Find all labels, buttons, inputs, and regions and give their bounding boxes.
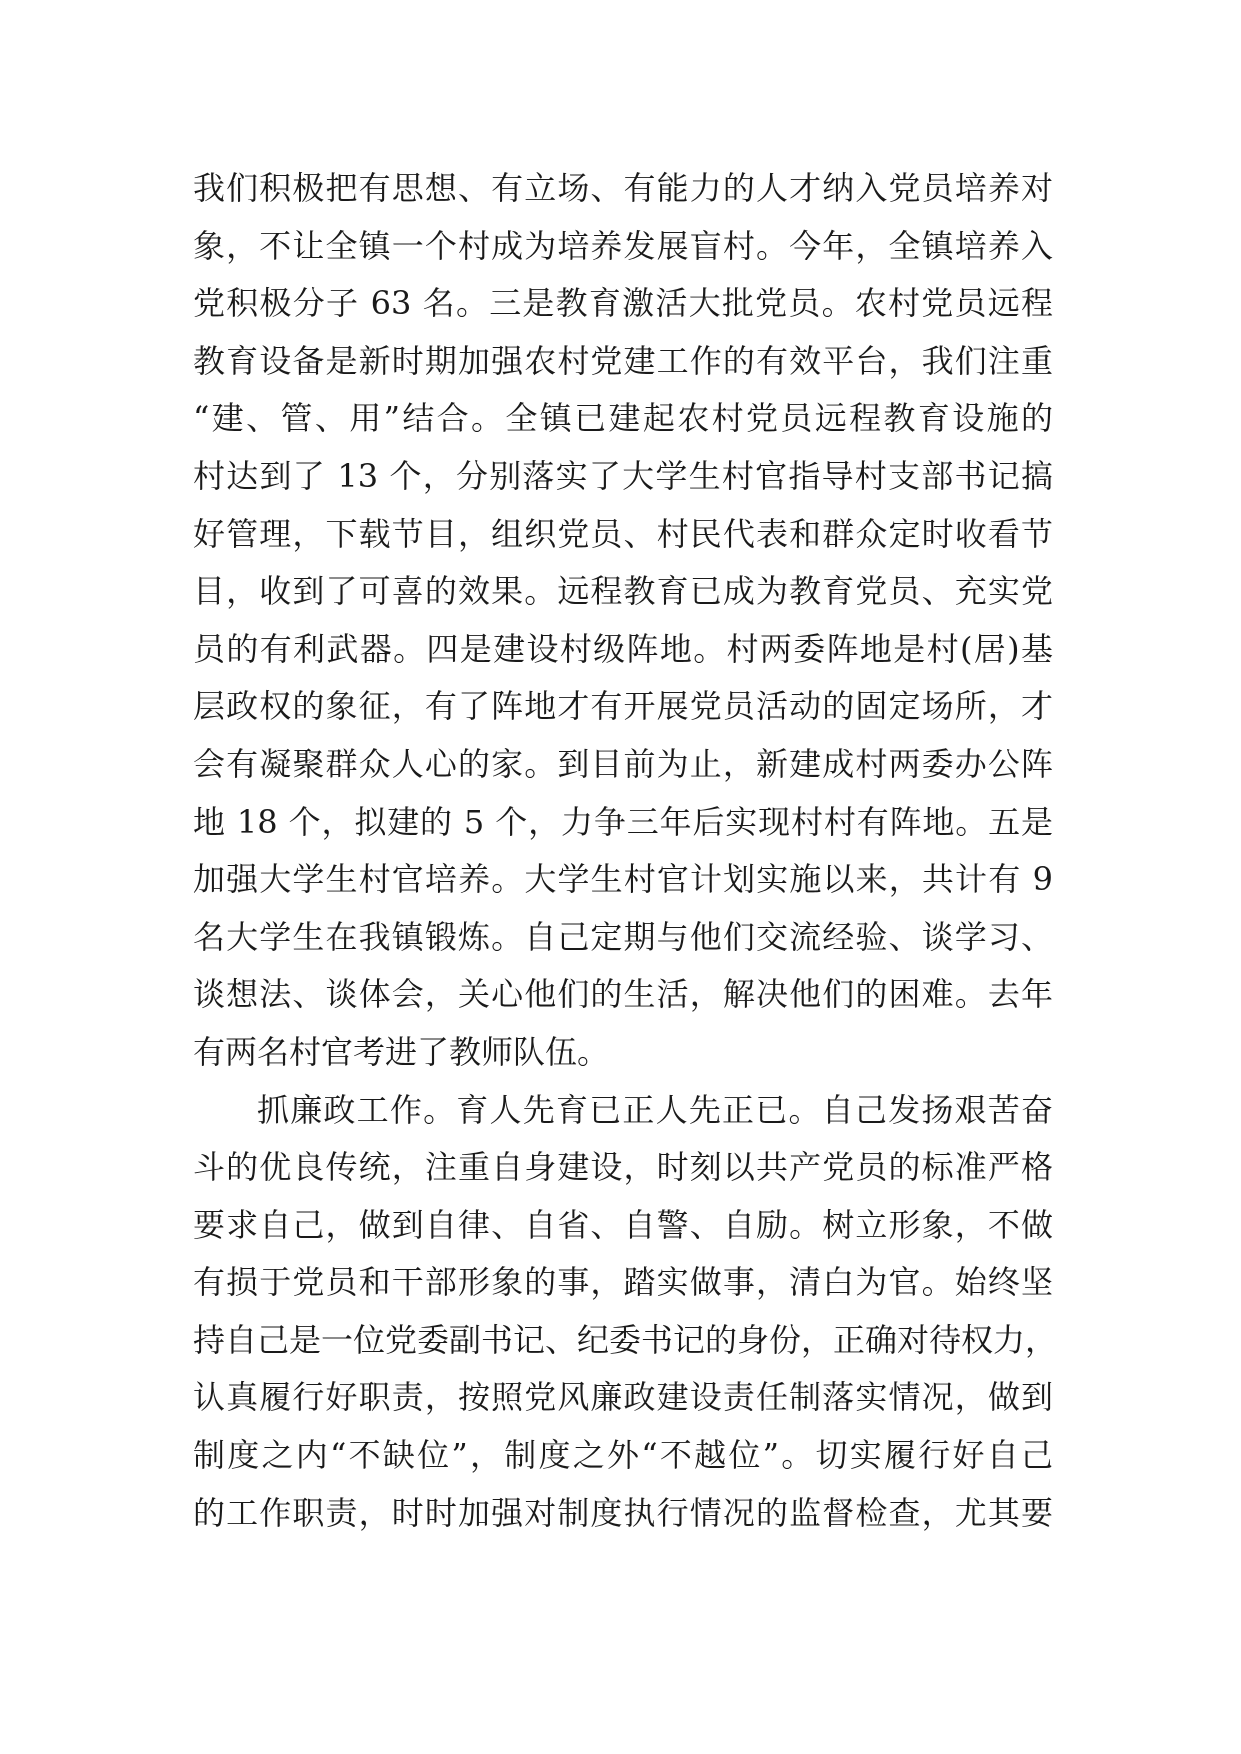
text-line: 要求自己，做到自律、自省、自警、自励。树立形象，不做 [193,1205,1053,1244]
text-line: 教育设备是新时期加强农村党建工作的有效平台，我们注重 [193,341,1053,380]
text-line: 名大学生在我镇锻炼。自己定期与他们交流经验、谈学习、 [193,917,1053,956]
text-line: 有两名村官考进了教师队伍。 [193,1032,610,1071]
text-line: 谈想法、谈体会，关心他们的生活，解决他们的困难。去年 [193,975,1053,1014]
text-line: “建、管、用”结合。全镇已建起农村党员远程教育设施的 [193,399,1053,438]
text-line: 我们积极把有思想、有立场、有能力的人才纳入党员培养对 [193,169,1053,207]
text-line: 象，不让全镇一个村成为培养发展盲村。今年，全镇培养入 [193,226,1053,265]
text-line: 员的有利武器。四是建设村级阵地。村两委阵地是村(居)基 [193,629,1053,668]
text-line: 目，收到了可喜的效果。远程教育已成为教育党员、充实党 [193,572,1053,611]
text-line: 加强大学生村官培养。大学生村官计划实施以来，共计有 9 [193,860,1053,899]
text-line: 的工作职责，时时加强对制度执行情况的监督检查，尤其要 [193,1493,1053,1532]
text-line: 党积极分子 63 名。三是教育激活大批党员。农村党员远程 [193,284,1053,323]
paragraph-2 [193,1082,1058,1543]
paragraph-1 [193,160,1053,1082]
text-line: 制度之内“不缺位”，制度之外“不越位”。切实履行好自己 [193,1436,1053,1475]
text-line: 地 18 个，拟建的 5 个，力争三年后实现村村有阵地。五是 [193,802,1053,841]
text-line: 斗的优良传统，注重自身建设，时刻以共产党员的标准严格 [193,1148,1053,1187]
text-line: 层政权的象征，有了阵地才有开展党员活动的固定场所，才 [193,687,1053,726]
text-line: 抓廉政工作。育人先育已正人先正已。自己发扬艰苦奋 [257,1090,1053,1129]
text-line: 会有凝聚群众人心的家。到目前为止，新建成村两委办公阵 [193,744,1053,783]
body-text [193,160,1058,1542]
text-line: 好管理，下载节目，组织党员、村民代表和群众定时收看节 [193,514,1053,553]
text-line: 村达到了 13 个，分别落实了大学生村官指导村支部书记搞 [193,456,1053,495]
text-line: 认真履行好职责，按照党风廉政建设责任制落实情况，做到 [193,1378,1053,1417]
text-line: 持自己是一位党委副书记、纪委书记的身份，正确对待权力， [193,1320,1058,1359]
text-line: 有损于党员和干部形象的事，踏实做事，清白为官。始终坚 [193,1263,1053,1302]
